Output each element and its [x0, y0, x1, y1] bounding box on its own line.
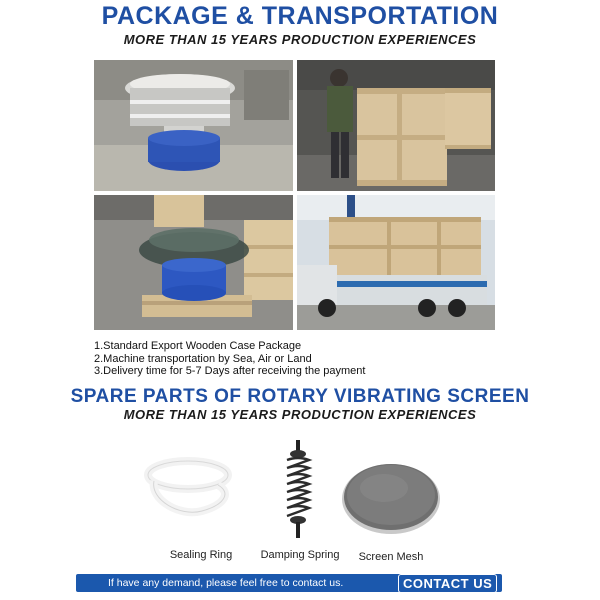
screen-mesh-image [340, 458, 442, 536]
spare-parts-subtitle: MORE THAN 15 YEARS PRODUCTION EXPERIENCES [123, 407, 477, 422]
spare-parts-title: SPARE PARTS OF ROTARY VIBRATING SCREEN [70, 386, 530, 407]
sealing-ring-label: Sealing Ring [169, 549, 233, 561]
note-item: 2.Machine transportation by Sea, Air or Land [94, 352, 312, 365]
contact-us-button[interactable]: CONTACT US [398, 574, 497, 593]
damping-spring-label: Damping Spring [260, 549, 340, 561]
package-title: PACKAGE & TRANSPORTATION [101, 2, 499, 30]
contact-message: If have any demand, please feel free to contact us. [108, 577, 344, 589]
package-subtitle: MORE THAN 15 YEARS PRODUCTION EXPERIENCES [123, 32, 477, 47]
wooden-case-photo [297, 60, 495, 191]
wrapped-machine-photo [94, 195, 293, 330]
note-item: 3.Delivery time for 5-7 Days after receiving the payment [94, 365, 366, 377]
sealing-ring-image [140, 445, 240, 530]
damping-spring-image [280, 440, 316, 540]
truck-photo [297, 195, 495, 330]
machine-photo [94, 60, 293, 191]
contact-bar [76, 574, 502, 592]
package-notes [94, 340, 365, 378]
screen-mesh-label: Screen Mesh [358, 551, 424, 563]
note-item: 1.Standard Export Wooden Case Package [94, 340, 302, 352]
